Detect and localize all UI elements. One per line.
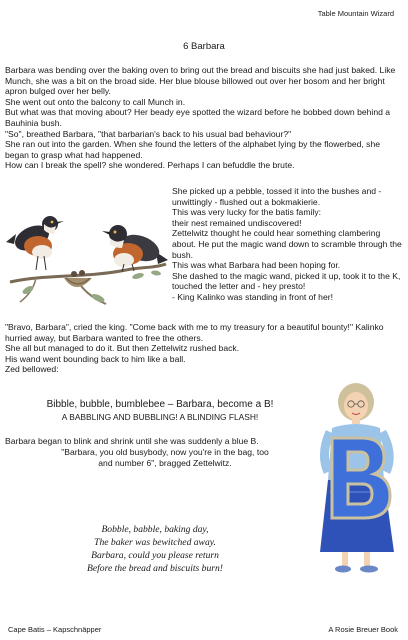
text-block-middle: [5, 322, 403, 375]
paragraph: But what was that moving about? Her beady eye spotted the wizard before he bobbed down behind a Bauhinia bush.: [5, 107, 391, 128]
text-block-bottom: [5, 436, 325, 468]
paragraph: She ran out into the garden. When she found the letters of the alphabet lying by the flowerbed, she began to grasp what had happened.: [5, 139, 381, 160]
book-title-header: Table Mountain Wizard: [317, 9, 394, 18]
spell-line: Bibble, bubble, bumblebee – Barbara, become a B!: [46, 399, 274, 410]
paragraph: Zettelwitz thought he could hear something clambering about. He put the magic wand down to scramble through the bush.: [172, 228, 402, 260]
paragraph: "So", breathed Barbara, "that barbarian's back to his usual bad behaviour?": [5, 128, 292, 139]
footer-caption: Cape Batis – Kapschnäpper: [8, 625, 102, 634]
paragraph: "Bravo, Barbara", cried the king. "Come back with me to my treasury for a beautiful bounty!" Kalinko hurried away, but Barbara wanted to free the others.: [5, 322, 384, 343]
text-block-top: [5, 65, 403, 171]
paragraph: and number 6", bragged Zettelwitz.: [98, 457, 232, 468]
poem-line: The baker was bewitched away.: [94, 537, 216, 548]
poem-line: Barbara, could you please return: [91, 550, 219, 561]
paragraph: "Barbara, you old busybody, now you're in the bag, too: [61, 446, 269, 457]
paragraph: Barbara was bending over the baking oven to bring out the bread and biscuits she had just baked. Like Munch, she was a bit on the broad side. Her blue blouse billowed out over her bosom and her bright apron bulged over her belly.: [5, 65, 396, 97]
paragraph: - King Kalinko was standing in front of her!: [172, 291, 333, 302]
paragraph: This was very lucky for the batis family:: [172, 207, 322, 218]
paragraph: their nest remained undiscovered!: [172, 217, 302, 228]
poem-line: Before the bread and biscuits burn!: [87, 563, 223, 574]
paragraph: Barbara began to blink and shrink until she was suddenly a blue B.: [5, 436, 259, 446]
paragraph: She picked up a pebble, tossed it into the bushes and - unwittingly - flushed out a bokmakierie.: [172, 186, 382, 207]
barbara-letter-b-illustration: [316, 380, 406, 578]
paragraph: His wand went bounding back to him like a ball.: [5, 353, 186, 364]
paragraph: This was what Barbara had been hoping for.: [172, 260, 341, 271]
chapter-title: 6 Barbara: [183, 41, 225, 52]
footer-publisher: A Rosie Breuer Book: [328, 625, 398, 634]
batis-birds-illustration: [6, 194, 168, 310]
paragraph: She went out onto the balcony to call Munch in.: [5, 96, 186, 107]
spell-effect-line: A BABBLING AND BUBBLING! A BLINDING FLASH!: [61, 412, 259, 422]
paragraph: She dashed to the magic wand, picked it up, took it to the K, touched the letter and - hey presto!: [172, 270, 401, 292]
poem: [0, 523, 310, 575]
paragraph: She all but managed to do it. But then Zettelwitz rushed back.: [5, 343, 240, 354]
paragraph: Zed bellowed:: [5, 364, 59, 375]
paragraph: How can I break the spell? she wondered. Perhaps I can befuddle the brute.: [5, 160, 295, 171]
letter-b-glyph: [332, 438, 390, 518]
poem-line: Bobble, babble, baking day,: [101, 524, 209, 535]
text-block-right: [172, 186, 406, 303]
